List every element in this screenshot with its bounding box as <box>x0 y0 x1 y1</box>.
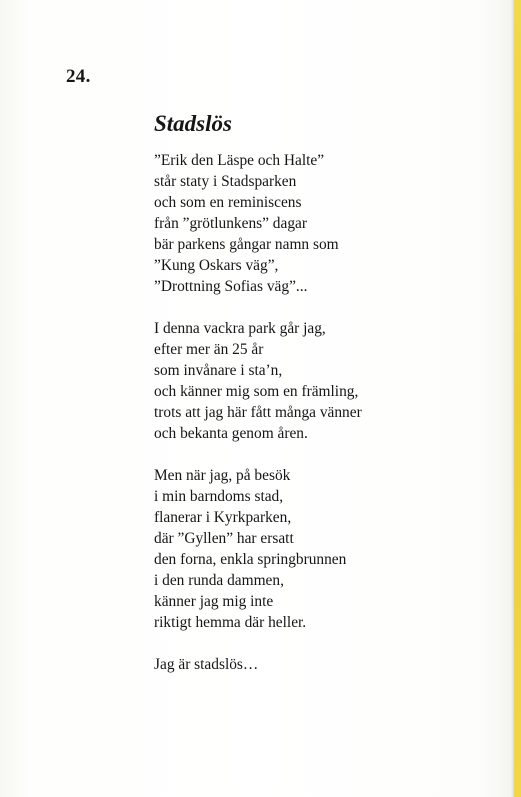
poem-line: efter mer än 25 år <box>154 341 264 358</box>
poem-line: i min barndoms stad, <box>154 488 284 505</box>
poem-line: ”Drottning Sofias väg”... <box>154 278 308 295</box>
poem-line: står staty i Stadsparken <box>154 173 297 190</box>
poem-line: känner jag mig inte <box>154 593 274 610</box>
stanza-2 <box>154 318 362 444</box>
poem-line: Men när jag, på besök <box>154 467 291 484</box>
poem-line: och bekanta genom åren. <box>154 425 308 442</box>
poem-line: riktigt hemma där heller. <box>154 614 307 631</box>
poem-line: den forna, enkla springbrunnen <box>154 551 347 568</box>
poem-line: bär parkens gångar namn som <box>154 236 339 253</box>
poem-line: flanerar i Kyrkparken, <box>154 509 292 526</box>
poem-line: Jag är stadslös… <box>154 656 259 673</box>
poem-body <box>154 150 362 696</box>
poem-line: ”Kung Oskars väg”, <box>154 257 279 274</box>
poem-line: trots att jag här fått många vänner <box>154 404 362 421</box>
poem-title: Stadslös <box>154 111 232 136</box>
poem-line: och känner mig som en främling, <box>154 383 359 400</box>
poem-line: och som en reminiscens <box>154 194 302 211</box>
poem-line: I denna vackra park går jag, <box>154 320 326 337</box>
stanza-1 <box>154 150 362 297</box>
poem-line: där ”Gyllen” har ersatt <box>154 530 294 547</box>
poem-line: ”Erik den Läspe och Halte” <box>154 152 325 169</box>
stanza-3 <box>154 465 362 633</box>
poem-line: från ”grötlunkens” dagar <box>154 215 307 232</box>
poem-line: som invånare i sta’n, <box>154 362 283 379</box>
stanza-4 <box>154 654 362 675</box>
poem-line: i den runda dammen, <box>154 572 284 589</box>
yellow-page-edge <box>514 0 521 797</box>
page-number: 24. <box>66 66 91 87</box>
